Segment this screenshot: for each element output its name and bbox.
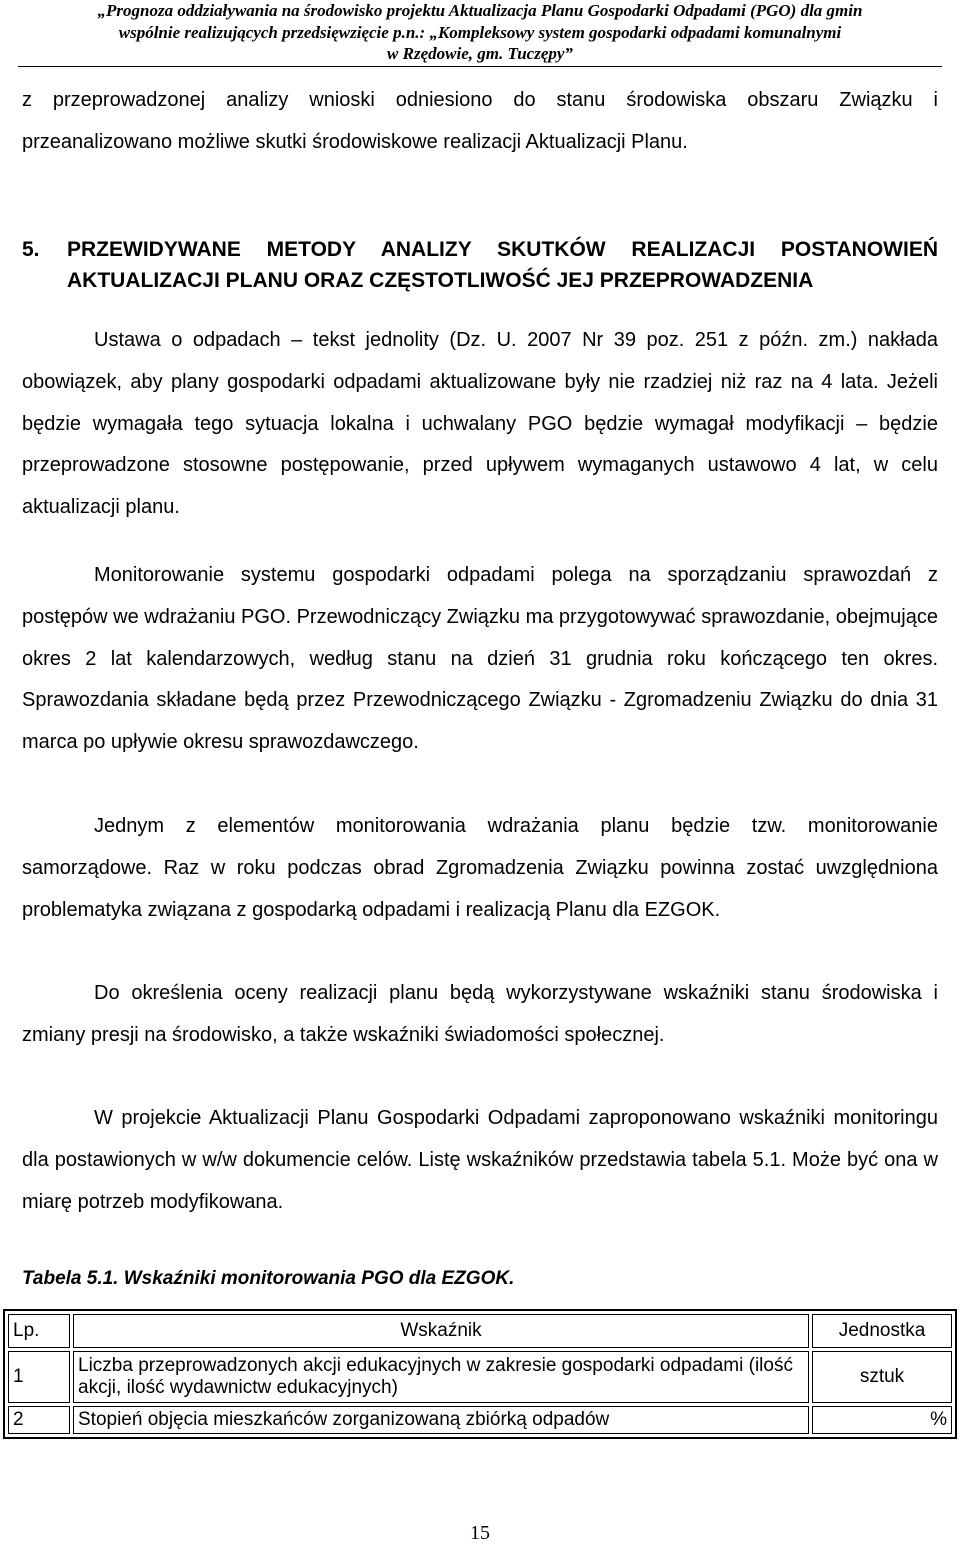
header-cell-unit: Jednostka — [812, 1314, 952, 1348]
running-header — [18, 0, 942, 65]
page-number: 15 — [470, 1522, 490, 1544]
indicators-table — [3, 1309, 957, 1439]
header-cell-lp: Lp. — [8, 1314, 70, 1348]
header-line: „Prognoza oddziaływania na środowisko projektu Aktualizacja Planu Gospodarki Odpadami (PGO) dla gmin — [97, 1, 863, 20]
cell-lp: 2 — [8, 1406, 70, 1434]
section-title: PRZEWIDYWANE METODY ANALIZY SKUTKÓW REALIZACJI POSTANOWIEŃ AKTUALIZACJI PLANU ORAZ CZĘSTOTLIWOŚĆ JEJ PRZEPROWADZENIA — [67, 238, 938, 292]
header-cell-indicator: Wskaźnik — [73, 1314, 809, 1348]
cell-lp: 1 — [8, 1351, 70, 1403]
table-header-row — [8, 1314, 952, 1348]
section-number: 5. — [22, 238, 40, 261]
header-divider — [18, 66, 942, 67]
body-paragraph: Jednym z elementów monitorowania wdrażania planu będzie tzw. monitorowanie samorządowe. Raz w roku podczas obrad Zgromadzenia Związku powinna zostać uwzględniona problematyka związana z gospodarką odpadami i realizacją Planu dla EZGOK. — [22, 815, 938, 921]
cell-indicator: Liczba przeprowadzonych akcji edukacyjnych w zakresie gospodarki odpadami (ilość akcji, ilość wydawnictw edukacyjnych) — [73, 1351, 809, 1403]
table-row — [8, 1406, 952, 1434]
table-row — [8, 1351, 952, 1403]
table-caption: Tabela 5.1. Wskaźniki monitorowania PGO dla EZGOK. — [22, 1268, 515, 1289]
header-line: wspólnie realizujących przedsięwzięcie p.n.: „Kompleksowy system gospodarki odpadami komunalnymi — [118, 22, 842, 42]
cell-indicator: Stopień objęcia mieszkańców zorganizowaną zbiórką odpadów — [73, 1406, 809, 1434]
body-paragraph: Monitorowanie systemu gospodarki odpadami polega na sporządzaniu sprawozdań z postępów we wdrażaniu PGO. Przewodniczący Związku ma przygotowywać sprawozdanie, obejmujące okres 2 lat kalendarzowych, według stanu na dzień 31 grudnia roku kończącego ten okres. Sprawozdania składane będą przez Przewodniczącego Związku - Zgromadzeniu Związku do dnia 31 marca po upływie okresu sprawozdawczego. — [22, 564, 938, 754]
body-paragraph: Do określenia oceny realizacji planu będą wykorzystywane wskaźniki stanu środowiska i zmiany presji na środowisko, a także wskaźniki świadomości społecznej. — [22, 982, 938, 1046]
cell-unit: sztuk — [812, 1351, 952, 1403]
body-paragraph: W projekcie Aktualizacji Planu Gospodarki Odpadami zaproponowano wskaźniki monitoringu dla postawionych w w/w dokumencie celów. Listę wskaźników przedstawia tabela 5.1. Może być ona w miarę potrzeb modyfikowana. — [22, 1107, 938, 1213]
header-line: w Rzędowie, gm. Tuczępy” — [387, 44, 573, 63]
body-paragraph: Ustawa o odpadach – tekst jednolity (Dz. U. 2007 Nr 39 poz. 251 z późn. zm.) nakłada obowiązek, aby plany gospodarki odpadami aktualizowane były nie rzadziej niż raz na 4 lata. Jeżeli będzie wymagała tego sytuacja lokalna i uchwalany PGO będzie wymagał modyfikacji – będzie przeprowadzone stosowne postępowanie, przed upływem wymaganych ustawowo 4 lat, w celu aktualizacji planu. — [22, 329, 938, 519]
intro-paragraph: z przeprowadzonej analizy wnioski odniesiono do stanu środowiska obszaru Związku i przeanalizowano możliwe skutki środowiskowe realizacji Aktualizacji Planu. — [22, 89, 938, 153]
cell-unit: % — [812, 1406, 952, 1434]
